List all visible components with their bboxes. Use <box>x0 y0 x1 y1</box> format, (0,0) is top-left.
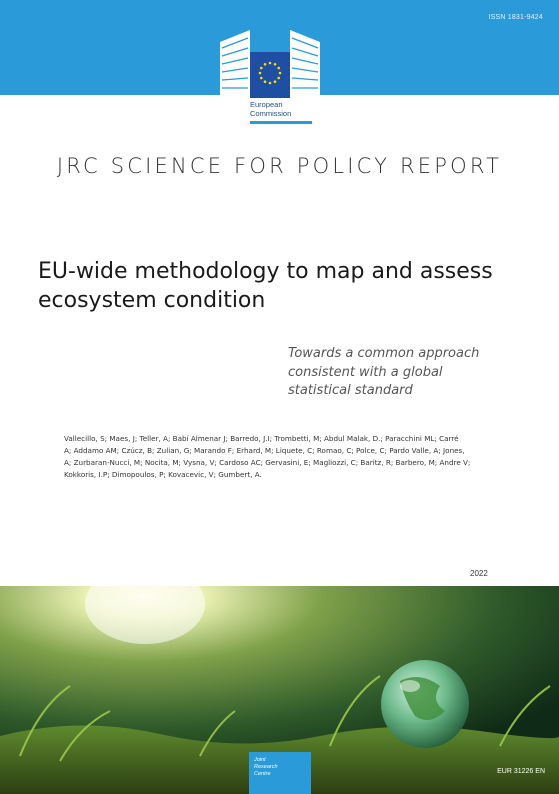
publication-year: 2022 <box>470 569 488 578</box>
logo-underline <box>250 121 312 124</box>
eur-number: EUR 31226 EN <box>497 768 545 775</box>
issn-number: ISSN 1831-9424 <box>488 14 543 21</box>
org-name-line1: European <box>250 100 283 109</box>
jrc-wordmark <box>254 757 278 778</box>
eu-flag <box>250 52 290 98</box>
report-title <box>38 257 528 315</box>
authors-line1: Vallecillo, S; Maes, J; Teller, A; Babí Almenar J; Barredo, J.I; Trombetti, M; Abdul Malak, D.; Paracchini ML; Carré <box>64 434 459 443</box>
authors-line4: Kokkoris, I.P; Dimopoulos, P; Kovacevic, V; Gumbert, A. <box>64 470 262 479</box>
org-name-line2: Commission <box>250 109 292 118</box>
subtitle-line3: statistical standard <box>288 383 413 398</box>
subtitle-line2: consistent with a global <box>288 364 443 380</box>
report-subtitle <box>288 345 498 401</box>
title-line1: EU-wide methodology to map and assess <box>38 259 493 284</box>
authors-line2: A; Addamo AM; Czúcz, B; Zulian, G; Marando F; Erhard, M; Liquete, C; Romao, C; Polce, C; Pardo Valle, A; Jones, <box>64 446 465 455</box>
author-list <box>64 433 504 481</box>
report-series: JRC SCIENCE FOR POLICY REPORT <box>56 154 503 178</box>
title-line2: ecosystem condition <box>38 288 266 313</box>
jrc-line2: Research <box>254 764 278 770</box>
authors-line3: A; Zurbaran-Nucci, M; Nocita, M; Vysna, V; Cardoso AC; Gervasini, E; Magliozzi, C; Baritz, R; Barbero, M; Andre V; <box>64 458 471 467</box>
jrc-line1: Joint <box>254 757 266 763</box>
berlaymont-building-icon <box>220 22 320 102</box>
european-commission-wordmark <box>250 100 291 118</box>
subtitle-line1: Towards a common approach <box>288 346 480 361</box>
jrc-line3: Centre <box>254 771 271 777</box>
